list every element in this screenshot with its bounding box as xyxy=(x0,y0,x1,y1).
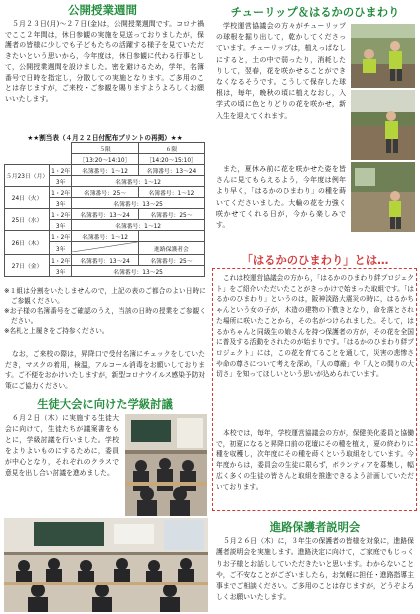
table-cell: 名簿番号：25～ xyxy=(138,255,204,266)
table-header-empty xyxy=(5,143,50,154)
koukai-title: 公開授業週間 xyxy=(68,3,137,17)
diagonal-line xyxy=(72,242,138,252)
table-cell: 名簿番号：1～12 xyxy=(72,220,205,231)
garden-photo xyxy=(351,162,415,232)
table-cell: 名簿番号：13～24 xyxy=(72,209,139,220)
table-row xyxy=(5,187,205,198)
table-cell: 名簿番号：25～ xyxy=(138,209,204,220)
table-cell: 名簿番号：1～12 xyxy=(72,231,139,242)
table-cell: 名簿番号：13～24 xyxy=(72,255,139,266)
table-cell: 名簿番号：13～24 xyxy=(138,165,204,176)
notes-list xyxy=(4,286,206,336)
table-grade: 3年 xyxy=(50,220,72,231)
schedule-table xyxy=(4,142,205,277)
tulip-title: チューリップ＆はるかのひまわり xyxy=(230,6,400,19)
tulip-bulb-photo xyxy=(351,24,415,88)
tulip-paragraph-2: また，夏休み前に花を咲かせた姿を皆さんに見てもらえるよう，今年度は例年より早く，「はるかのひまわり」の種を蒔いてくださいました。大輪の花を力強く咲かせてくれる日が，今から楽しみです。 xyxy=(216,165,346,230)
table-cell-empty xyxy=(138,231,204,242)
table-grade: 1・2年 xyxy=(50,187,72,198)
classroom-photo xyxy=(125,414,207,516)
table-cell: 名簿番号：1～12 xyxy=(72,165,139,176)
table-header-empty xyxy=(50,143,72,154)
classroom-photo-wide xyxy=(4,518,208,612)
gakkyu-title: 生徒大会に向けた学級討議 xyxy=(37,398,173,411)
table-row xyxy=(5,255,205,266)
table-cell-slash xyxy=(72,242,139,255)
haruka-paragraph-1: これは校運営協議会の方から，「はるかのひまわり絆プロジェクト」をご紹介いただいたことがきっかけで始まった取組です。「はるかのひまわり」というのは，阪神淡路大震災の時に，はるかちゃんという女の子が，木造の建物の下敷きとなり，命を落とされた場所に咲いたことから，その名がつけられました。そして，はるかちゃんと同級生の娘さんを持つ保護者の方が，その花を全国に普及する活動をされたのが始まりです。「はるかのひまわり絆プロジェクト」には，この花を育てることを通して，災害の悲惨さや命の尊さについて考えを深め，「人の尊厳」や「人との間りの大切さ」を知ってほしいという思いが込められています。 xyxy=(216,274,414,379)
table-grade: 1・2年 xyxy=(50,255,72,266)
table-grade: 1・2年 xyxy=(50,231,72,242)
gakkyu-paragraph: ６月２日（木）に実施する生徒大会に向けて，生徒たちが議案書をもとに，学級討議を行いました。学校をよりよいものにするために，委員が中心となり，それぞれのクラスで意見を出し合い討議を進めました。 xyxy=(5,414,119,477)
koukai-paragraph: ５月２３日(月)～２７日(金)は，公開授業週間です。コロナ禍でここ２年間は，休日参観の実施を見送っておりましたが，保護者の皆様に少しでも子どもたちの活躍する様子を見ていただきたいという思いから，今年度は，休日参観に代わる行事として，公開授業週間を設けました。密を避けるため，学年，名簿番号で日時を指定し，分散しての実施となります。ご多用のことは存じますが，ご来校・ご参観を賜りますようよろしくお願いいたします。 xyxy=(5,20,204,103)
shinro-title: 進路保護者説明会 xyxy=(269,521,361,534)
table-day: 24日（火） xyxy=(5,187,50,209)
table-header-empty xyxy=(5,154,50,165)
table-grade: 3年 xyxy=(50,176,72,187)
table-grade: 1・2年 xyxy=(50,209,72,220)
tulip-paragraph-1: 学校運営協議会の方々がチューリップの球根を掘り出して，乾かしてくださっています。チューリップは，植えっぱなしにすると，土の中で弱ったり，消耗したりして，翌春，花を咲かせることができなくなるそうです。こうして保存した球根は，毎年，晩秋の頃に植えなおし，入学式の頃に色とりどりの花を咲かせ，新入生を迎えてくれます。 xyxy=(216,22,346,120)
table-row xyxy=(5,165,205,176)
note-item: ※名札と上履きをご持参ください。 xyxy=(4,327,109,335)
table-cell: 名簿番号：1～12 xyxy=(138,187,204,198)
flowerbed-photo xyxy=(351,90,415,160)
table-grade: 3年 xyxy=(50,266,72,277)
table-header-period5: ５限 xyxy=(72,143,139,154)
table-day: ５月23日（月） xyxy=(5,165,50,187)
table-time-period6: ［14:20～15:10］ xyxy=(138,154,204,165)
table-grade: 1・2年 xyxy=(50,165,72,176)
table-header-period6: ６限 xyxy=(138,143,204,154)
table-cell: 進路保護者会 xyxy=(138,242,204,255)
note-item: ※お子様の名簿番号をご確認のうえ，当該の日時の授業をご参観ください。 xyxy=(4,307,206,325)
table-cell: 名簿番号：13～25 xyxy=(72,266,205,277)
shinro-paragraph: ５月２６日（木）に，３年生の保護者の皆様を対象に，進路保護者説明会を実施します。進路決定に向けて，ご家庭でもじっくりお子様とお話ししていただきたいと思います。わからないことや，ご不安なことがございましたら，お気軽に担任・進路指導主事までご相談ください。ご多用のことは存じますが，どうぞよろしくお願いいたします。 xyxy=(216,537,414,602)
table-title: ★★割当表（４月２２日付配布プリントの再掲）★★ xyxy=(27,134,183,142)
table-grade: 3年 xyxy=(50,198,72,209)
table-time-period5: ［13:20～14:10］ xyxy=(72,154,139,165)
table-cell: 名簿番号：13～25 xyxy=(72,198,205,209)
table-day: 25日（水） xyxy=(5,209,50,231)
note-item: ※１組は分割をいたしませんので，上記の表のご都合のよい日時にご参観ください。 xyxy=(4,287,206,305)
table-row xyxy=(5,209,205,220)
table-row xyxy=(5,231,205,242)
table-header-empty xyxy=(50,154,72,165)
haruka-paragraph-2: 本校では，毎年，学校運営協議会の方が，保健美化委員と協働で，初夏になると昇降口前の花壇にその種を植え，夏の終わりに種を収穫し，次年度にその種を蒔くという取組をしています。今年度からは，委員会の生徒に限らず，ボランティアを募集し，幅広く多くの生徒の皆さんと取組を推進できるよう計画していただいております。 xyxy=(216,429,414,491)
table-day: 27日（金） xyxy=(5,255,50,277)
notice-paragraph: なお，ご来校の際は，昇降口で受付名簿にチェックをしていただき，マスクの着用，検温，アルコール消毒をお願いしております。ご不便をおかけいたしますが，新型コロナウイルス感染予防対策にご協力ください。 xyxy=(5,350,205,390)
table-cell: 名簿番号：25～ xyxy=(72,187,139,198)
table-grade: 3年 xyxy=(50,242,72,255)
haruka-title: 「はるかのひまわり」とは… xyxy=(210,252,420,268)
table-cell: 名簿番号：1～12 xyxy=(72,176,205,187)
table-day: 26日（木） xyxy=(5,231,50,255)
